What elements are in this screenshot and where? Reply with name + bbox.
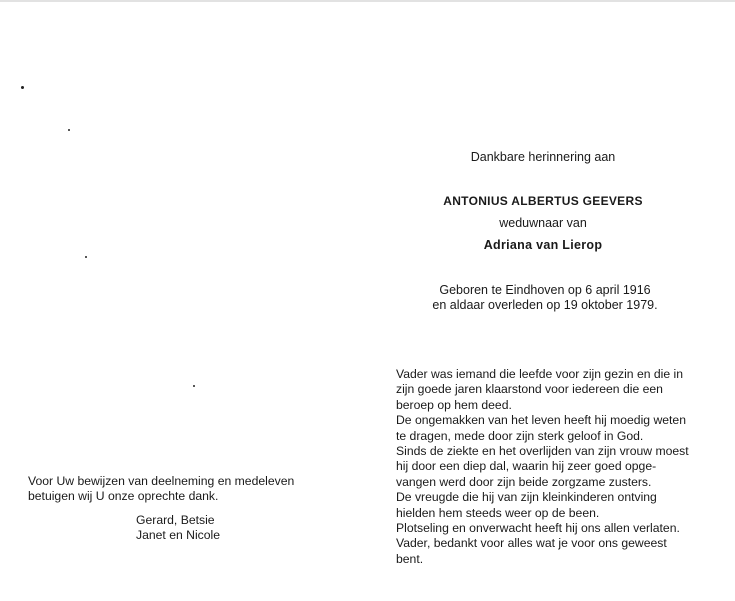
spouse-name: Adriana van Lierop xyxy=(483,238,603,252)
thanks-text xyxy=(28,474,328,505)
print-speck xyxy=(68,129,70,131)
print-speck xyxy=(193,385,195,387)
print-speck xyxy=(21,86,24,89)
text-line: Plotseling en onverwacht heeft hij ons allen verlaten. xyxy=(396,521,680,536)
intro-text: Dankbare herinnering aan xyxy=(470,150,616,164)
text-line: De vreugde die hij van zijn kleinkinderen ontving xyxy=(396,490,657,505)
text-line: vangen werd door zijn beide zorgzame zusters. xyxy=(396,474,652,489)
memorial-text xyxy=(396,367,706,567)
family-signature xyxy=(136,513,220,544)
text-line: hielden hem steeds weer op de been. xyxy=(396,505,600,520)
print-speck xyxy=(85,256,87,258)
text-line: Vader, bedankt voor alles wat je voor ons geweest xyxy=(396,536,667,551)
signature-line: Janet en Nicole xyxy=(136,528,221,543)
text-line: beroep op hem deed. xyxy=(396,397,512,412)
text-line: zijn goede jaren klaarstond voor iedereen die een xyxy=(396,382,663,397)
deceased-name: ANTONIUS ALBERTUS GEEVERS xyxy=(443,194,643,208)
text-line: hij door een diep dal, waarin hij zeer goed opge- xyxy=(396,459,657,474)
top-edge xyxy=(0,0,735,2)
thanks-line: betuigen wij U onze oprechte dank. xyxy=(28,489,219,504)
died-line: en aldaar overleden op 19 oktober 1979. xyxy=(432,298,658,312)
text-line: bent. xyxy=(396,551,424,566)
thanks-line: Voor Uw bewijzen van deelneming en medeleven xyxy=(28,474,295,488)
born-line: Geboren te Eindhoven op 6 april 1916 xyxy=(439,283,651,297)
text-line: De ongemakken van het leven heeft hij moedig weten xyxy=(396,413,686,428)
text-line: Vader was iemand die leefde voor zijn gezin en die in xyxy=(396,367,684,381)
signature-line: Gerard, Betsie xyxy=(136,513,215,527)
relation-text: weduwnaar van xyxy=(499,216,587,230)
text-line: Sinds de ziekte en het overlijden van zijn vrouw moest xyxy=(396,444,689,459)
birth-death-info xyxy=(400,283,690,313)
text-line: te dragen, mede door zijn sterk geloof in God. xyxy=(396,428,644,443)
